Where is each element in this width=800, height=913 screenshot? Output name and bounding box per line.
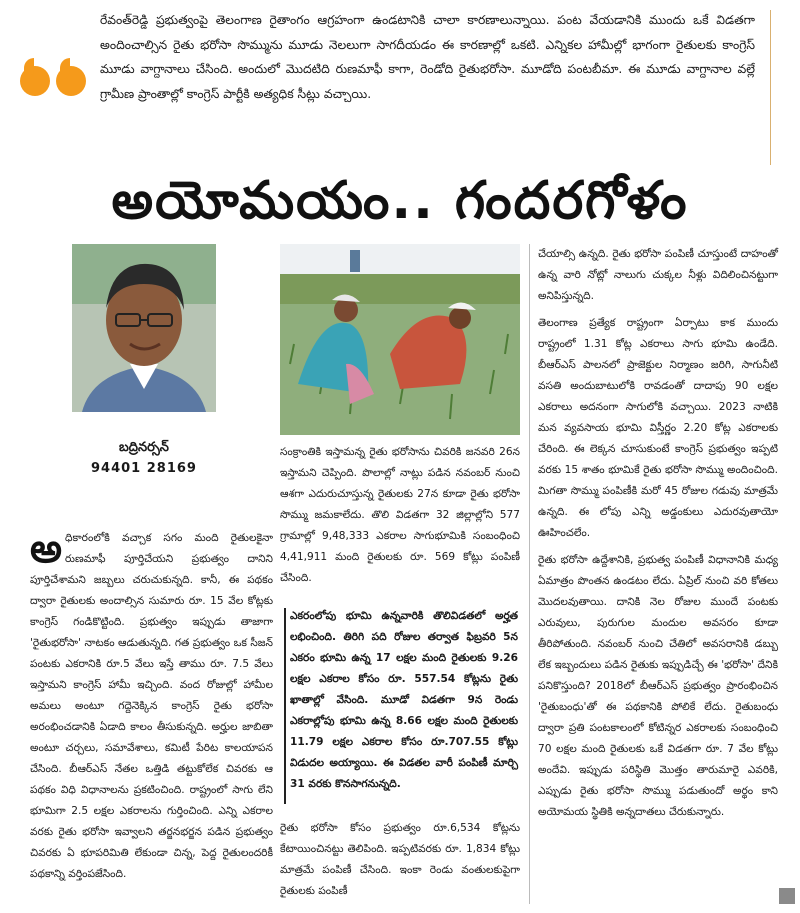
paddy-field-photo (280, 244, 520, 435)
column-3-paragraph-2: తెలంగాణ ప్రత్యేక రాష్ట్రంగా ఏర్పాటు కాక ముందు రాష్ట్రంలో 1.31 కోట్ల ఎకరాలు సాగు భూమి ఉండేది. బీఆర్ఎస్ పాలనలో ప్రాజెక్టుల నిర్మాణం జరిగి, సాగునీటి వసతి అందుబాటులోకి రావడంతో దాదాపు 90 లక్షల ఎకరాలు అదనంగా సాగులోకి వచ్చాయి. 2023 నాటికి మన వ్యవసాయ భూమి విస్తీర్ణం 2.20 కోట్ల ఎకరాలకు చేరింది. ఈ లెక్కన చూసుకుంటే కాంగ్రెస్ ప్రభుత్వం ఇప్పటి వరకు 15 శాతం భూమికే రైతు భరోసా సొమ్ము అందించింది. మిగతా సొమ్ము పంపిణీకి మరో 45 రోజుల గడువు మాత్రమే ఉన్నది. ఈ లోపు ఎన్ని అడ్డంకులు ఎదురవుతాయో ఊహించలేం. (538, 317, 778, 539)
column-3-paragraph-3: రైతు భరోసా ఉద్దేశానికి, ప్రభుత్వ పంపిణీ విధానానికి మధ్య ఏమాత్రం పొంతన ఉండటం లేదు. ఏప్రిల్ నుంచి వరి కోతలు మొదలవుతాయి. దానికి నెల రోజుల ముందే పంటకు ఎరువులు, పురుగుల మందుల అవసరం కూడా తీరిపోతుంది. నవంబర్ నుంచి చేతిలో అవసరానికి డబ్బు లేక ఇబ్బందులు పడిన రైతుకు ఇప్పుడిచ్చే ఈ 'భరోసా' దేనికి పనికొస్తుంది? 2018లో బీఆర్ఎస్ ప్రభుత్వం ప్రారంభించిన 'రైతుబంధు'తో ఈ పథకానికి పోలికే లేదు. రైతుబంధు ద్వారా ప్రతి పంటకాలంలో కోటిన్నర ఎకరాలకు సంబంధించి 70 లక్షల మంది రైతులకు ఒకే విడతగా రూ. 7 వేల కోట్లు అందేవి. ఇప్పుడు పరిస్థితి మొత్తం తారుమారై ఎవరికి, ఎప్పుడు రైతు భరోసా సొమ్ము పడుతుందో అర్థం కాని అయోమయ స్థితికి అన్నదాతలు చేరుకున్నారు. (538, 554, 778, 818)
author-byline (72, 437, 216, 479)
quote-mark-icon (18, 52, 90, 102)
column-2-paragraph-3: రైతు భరోసా కోసం ప్రభుత్వం రూ.6,534 కోట్లను కేటాయించినట్టు తెలిపింది. ఇప్పటివరకు రూ. 1,834 కోట్లు మాత్రమే పంపిణీ చేసింది. ఇంకా రెండు వంతులకుపైగా రైతులకు పంపిణీ (280, 822, 520, 897)
article-column-2-bold (290, 606, 518, 801)
column-1-text: ధికారంలోకి వచ్చాక సగం మంది రైతులకైనా రుణమాఫీ పూర్తిచేయని ప్రభుత్వం దానిని పూర్తిచేశామని జబ్బలు చరుచుకున్నది. కానీ, ఈ పథకం ద్వారా రైతులకు అందాల్సిన సుమారు రూ. 15 వేల కోట్లకు కాంగ్రెస్ గండికొట్టింది. ప్రభుత్వం ఇప్పుడు తాజాగా 'రైతుభరోసా' నాటకం ఆడుతున్నది. గత ప్రభుత్వం ఒక సీజన్ పంటకు ఎకరానికి రూ.5 వేలు ఇస్తే తాము రూ. 7.5 వేలు ఇస్తామని కాంగ్రెస్ హామీ ఇచ్చింది. వంద రోజుల్లో హామీల అమలు అంటూ గద్దెనెక్కిన కాంగ్రెస్ రైతు భరోసా అరంభించడానికి ఏడాది కాలం తీసుకున్నది. అర్హుల జాబితా అంటూ చర్చలు, సమావేశాలు, కమిటీ పేరిట కాలయాపన చేసింది. బీఆర్ఎస్ నేతల ఒత్తిడి తట్టుకోలేక చివరకు ఆ పథకం విధి విధానాలను ప్రకటించింది. రాష్ట్రంలో సాగు లేని భూమిగా 2.5 లక్షల ఎకరాలను గుర్తించింది. ఎన్ని ఎకరాల వరకు రైతు భరోసా ఇవ్వాలని తర్జనభర్జన పడిన ప్రభుత్వం చివరకు ఏ భూపరిమితి లేకుండా చిన్న, పెద్ద రైతులందరికీ పథకాన్ని వర్తింపజేసింది. (30, 532, 273, 880)
drop-cap: అ (30, 526, 62, 572)
pull-quote: రేవంత్‌రెడ్డి ప్రభుత్వంపై తెలంగాణ రైతాంగం ఆగ్రహంగా ఉండటానికి చాలా కారణాలున్నాయి. పంట వేయడానికి ముందు ఒకే విడతగా అందించాల్సిన రైతు భరోసా సొమ్మును మూడు నెలలుగా సాగదీయడం ఈ కారణాల్లో ఒకటి. ఎన్నికల హామీల్లో భాగంగా రైతులకు కాంగ్రెస్ మూడు వాగ్దానాలు చేసింది. అందులో మొదటిది రుణమాఫీ కాగా, రెండోది రైతుభరోసా. మూడోది పంటబీమా. ఈ మూడు వాగ్దానాల వల్లే గ్రామీణ ప్రాంతాల్లో కాంగ్రెస్ పార్టీకి అత్యధిక సీట్లు వచ్చాయి. (100, 13, 755, 101)
column-2-paragraph-1: సంక్రాంతికి ఇస్తామన్న రైతు భరోసాను చివరికి జనవరి 26న ఇస్తామని చెప్పింది. పొలాల్లో నాట్లు పడిన నవంబర్ నుంచి ఆశగా ఎదురుచూస్తున్న రైతులకు 27న కూడా రైతు భరోసా సొమ్ము జమకాలేదు. తొలి విడతగా 32 జిల్లాల్లోని 577 గ్రామాల్లో 9,48,333 ఎకరాల సాగుభూమికి సంబంధించి 4,41,911 మంది రైతులకు రూ. 569 కోట్లు పంపిణీ చేసింది. (280, 446, 520, 584)
scroll-handle[interactable] (779, 888, 795, 904)
headline: అయోమయం.. గందరగోళం (111, 171, 689, 231)
article-column-3 (538, 244, 778, 829)
article-column-1 (30, 528, 273, 891)
column-3-paragraph-1: చేయాల్సి ఉన్నది. రైతు భరోసా పంపిణీ చూస్తుంటే దాహంతో ఉన్న వారి నోట్లో నాలుగు చుక్కల నీళ్లు విదిలించినట్టుగా అనిపిస్తున్నది. (538, 248, 778, 302)
decorative-divider (770, 10, 771, 165)
author-name: బద్రినర్సన్ (119, 440, 169, 455)
column-divider (529, 244, 530, 904)
article-column-2-top (280, 442, 520, 595)
column-2-paragraph-2: ఎకరంలోపు భూమి ఉన్నవారికి తొలివిడతలో అర్హత లభించింది. తిరిగి పది రోజుల తర్వాత ఫిబ్రవరి 5న ఎకరం భూమి ఉన్న 17 లక్షల మంది రైతులకు 9.26 లక్షల ఎకరాల కోసం రూ. 557.54 కోట్లను రైతు ఖాతాల్లో వేసింది. మూడో విడతగా 9న రెండు ఎకరాల్లోపు భూమి ఉన్న 8.66 లక్షల మంది రైతులకు 11.79 లక్షల ఎకరాల కోసం రూ.707.55 కోట్లు విడుదల అయ్యాయి. ఈ విడతల వారీ పంపిణీ మార్చి 31 వరకు కొనసాగనున్నది. (290, 610, 518, 790)
author-phone: 94401 28169 (91, 461, 197, 476)
emphasis-bar (284, 608, 286, 804)
author-photo (72, 244, 216, 412)
article-column-2-bottom (280, 818, 520, 908)
